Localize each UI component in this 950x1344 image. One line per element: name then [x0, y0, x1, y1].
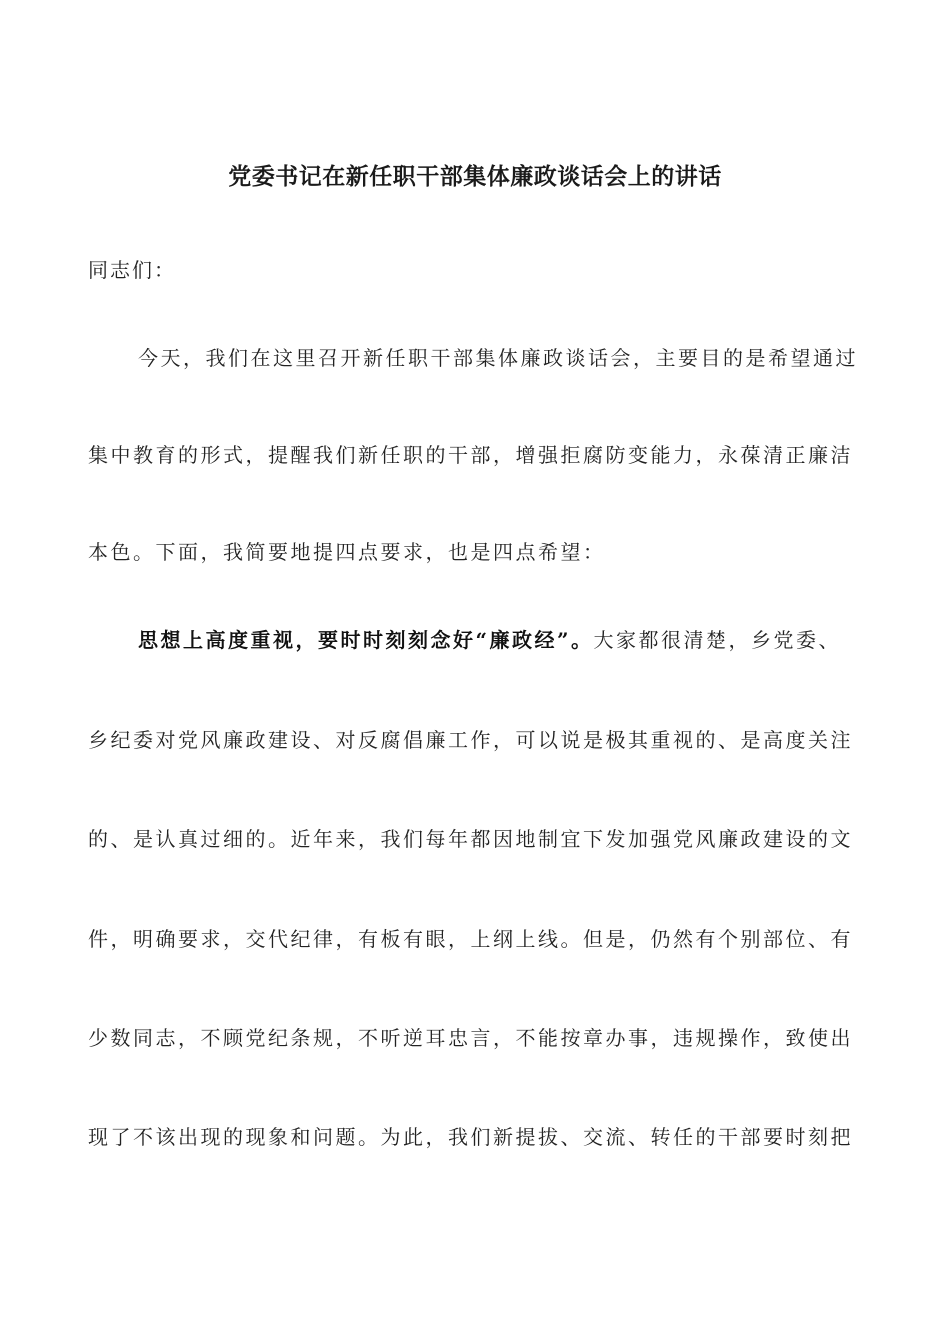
point-heading-rest: 大家都很清楚，乡党委、 — [593, 628, 842, 652]
point-heading: 思想上高度重视，要时时刻刻念好“廉政经”。 — [138, 628, 594, 652]
paragraph-line: 少数同志，不顾党纪条规，不听逆耳忠言，不能按章办事，违规操作，致使出 — [88, 1026, 853, 1050]
paragraph-line: 乡纪委对党风廉政建设、对反腐倡廉工作，可以说是极其重视的、是高度关注 — [88, 728, 853, 752]
paragraph-line: 现了不该出现的现象和问题。为此，我们新提拔、交流、转任的干部要时刻把 — [88, 1125, 853, 1149]
document-title: 党委书记在新任职干部集体廉政谈话会上的讲话 — [228, 163, 722, 190]
paragraph-line: 件，明确要求，交代纪律，有板有眼，上纲上线。但是，仍然有个别部位、有 — [88, 927, 853, 951]
paragraph-line: 本色。下面，我简要地提四点要求，也是四点希望： — [88, 540, 606, 564]
paragraph-line: 今天，我们在这里召开新任职干部集体廉政谈话会，主要目的是希望通过 — [138, 346, 858, 370]
paragraph-first-line — [138, 625, 841, 655]
paragraph-line: 集中教育的形式，提醒我们新任职的干部，增强拒腐防变能力，永葆清正廉洁 — [88, 443, 853, 467]
paragraph-line: 的、是认真过细的。近年来，我们每年都因地制宜下发加强党风廉政建设的文 — [88, 827, 853, 851]
salutation: 同志们： — [88, 258, 176, 282]
